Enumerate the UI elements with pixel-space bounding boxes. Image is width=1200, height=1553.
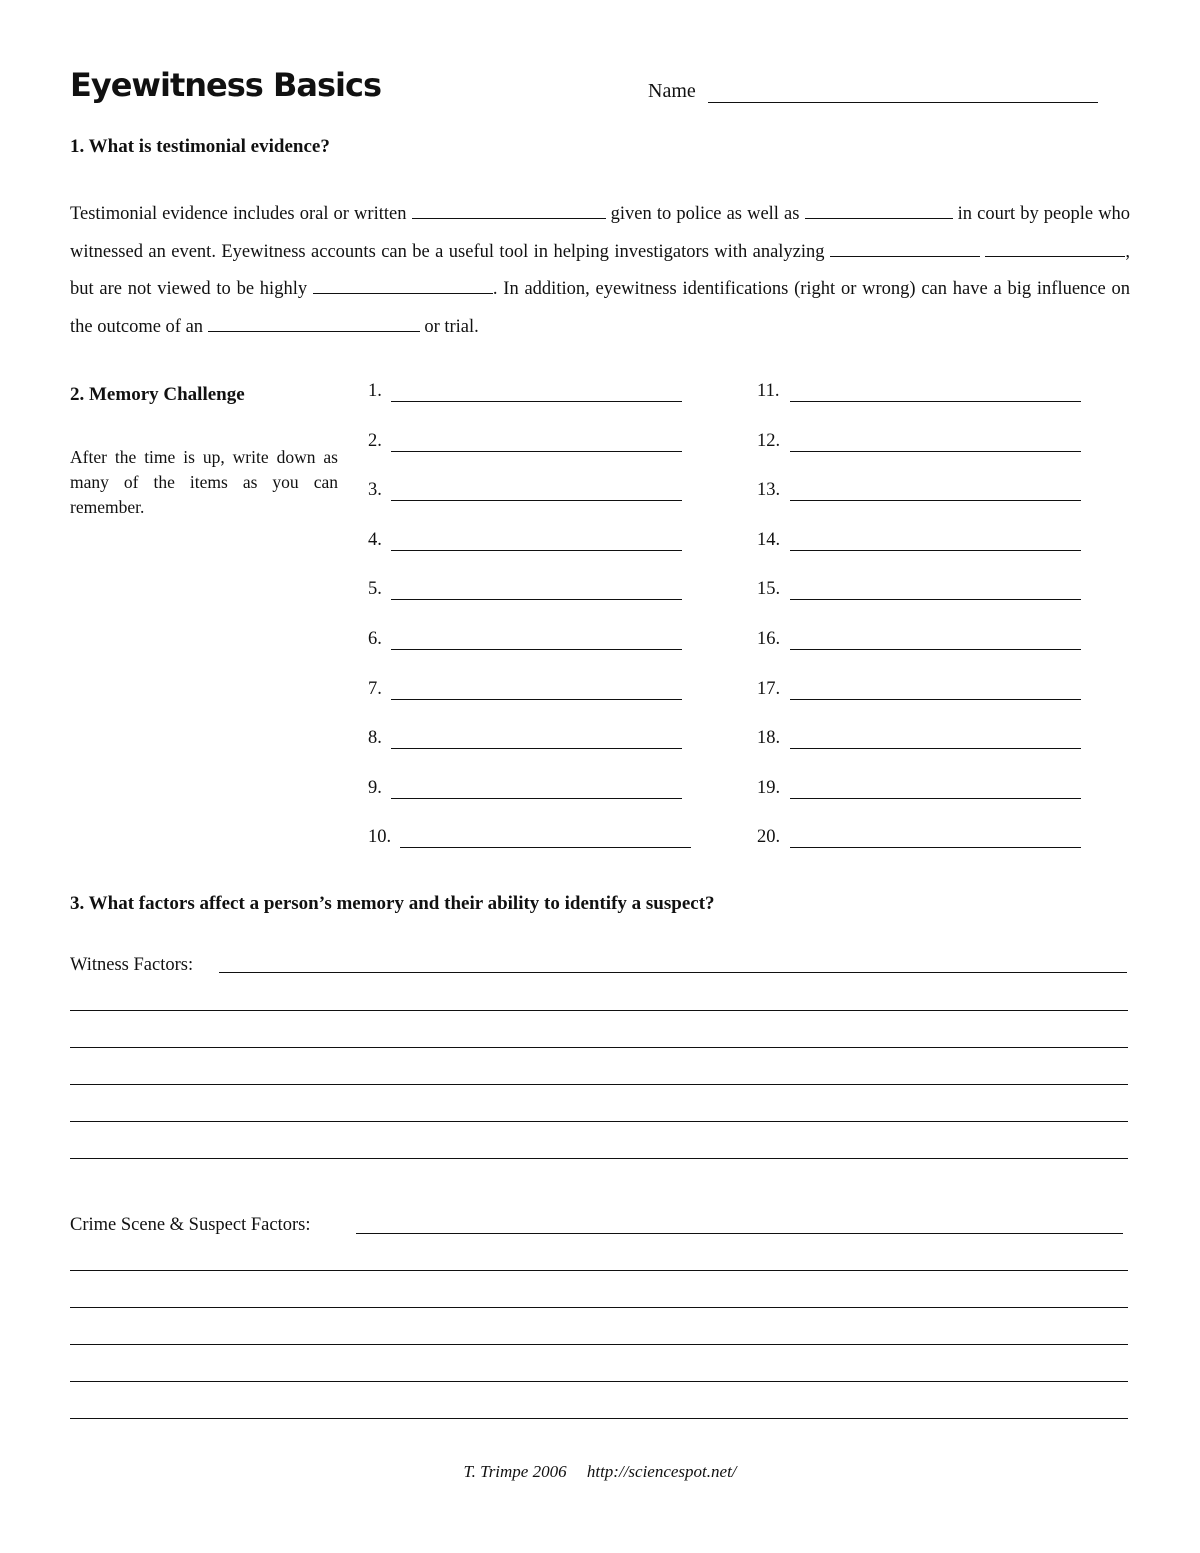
memory-answer-line[interactable] xyxy=(790,599,1081,600)
blank-highly[interactable] xyxy=(313,293,493,294)
page-title: Eyewitness Basics xyxy=(70,66,381,104)
witness-line[interactable] xyxy=(70,1121,1128,1122)
item-number: 11. xyxy=(757,381,780,401)
item-number: 17. xyxy=(757,678,781,699)
memory-answer-line[interactable] xyxy=(790,500,1081,501)
item-number: 2. xyxy=(368,430,382,451)
memory-answer-line[interactable] xyxy=(391,649,682,650)
crime-line[interactable] xyxy=(70,1270,1128,1271)
footer xyxy=(0,1462,1200,1482)
para-text-2: given to police as well as xyxy=(610,204,800,224)
item-number: 20. xyxy=(757,827,781,848)
item-number: 18. xyxy=(757,728,781,749)
memory-instructions: After the time is up, write down as many of the items as you can remember. xyxy=(70,447,338,517)
item-number: 12. xyxy=(757,430,781,451)
item-number: 13. xyxy=(757,480,781,501)
item-number: 5. xyxy=(368,579,382,600)
section2-heading: 2. Memory Challenge xyxy=(70,384,245,405)
para-text-3: in court by people who witnessed an event. Eyewitness accounts can be a useful tool in helping investigators with analyzing xyxy=(70,204,1131,262)
item-number: 1. xyxy=(368,381,382,401)
item-number: 15. xyxy=(757,579,781,600)
witness-factors-line[interactable] xyxy=(219,972,1127,973)
memory-answer-line[interactable] xyxy=(391,550,682,551)
blank-testimony[interactable] xyxy=(805,218,953,219)
crime-line[interactable] xyxy=(70,1344,1128,1345)
memory-answer-line[interactable] xyxy=(400,847,691,848)
item-number: 10. xyxy=(368,827,392,848)
witness-factors-label: Witness Factors: xyxy=(70,955,194,975)
witness-line[interactable] xyxy=(70,1084,1128,1085)
item-number: 6. xyxy=(368,629,382,649)
crime-factors-line[interactable] xyxy=(356,1233,1123,1234)
memory-answer-line[interactable] xyxy=(790,401,1081,402)
blank-analyzing-1[interactable] xyxy=(830,256,980,257)
item-number: 3. xyxy=(368,480,382,501)
crime-line[interactable] xyxy=(70,1418,1128,1419)
footer-author: T. Trimpe 2006 xyxy=(463,1462,567,1481)
item-number: 14. xyxy=(757,529,781,550)
item-number: 4. xyxy=(368,529,382,550)
memory-answer-line[interactable] xyxy=(391,798,682,799)
item-number: 7. xyxy=(368,678,382,699)
memory-answer-line[interactable] xyxy=(391,451,682,452)
crime-factors-label: Crime Scene & Suspect Factors: xyxy=(70,1215,311,1235)
blank-outcome[interactable] xyxy=(208,331,420,332)
crime-line[interactable] xyxy=(70,1307,1128,1308)
para-text-4: , but are not viewed to be highly xyxy=(70,241,1131,299)
section3-heading: 3. What factors affect a person’s memory and their ability to identify a suspect? xyxy=(70,893,715,914)
memory-answer-line[interactable] xyxy=(790,798,1081,799)
witness-line[interactable] xyxy=(70,1158,1128,1159)
item-number: 9. xyxy=(368,777,382,798)
witness-line[interactable] xyxy=(70,1010,1128,1011)
memory-answer-line[interactable] xyxy=(790,550,1081,551)
memory-answer-line[interactable] xyxy=(391,401,682,402)
name-field[interactable] xyxy=(708,102,1098,103)
memory-answer-line[interactable] xyxy=(790,451,1081,452)
section1-paragraph xyxy=(70,196,1130,346)
memory-answer-line[interactable] xyxy=(391,748,682,749)
memory-answer-line[interactable] xyxy=(790,847,1081,848)
item-number: 19. xyxy=(757,777,781,798)
memory-answer-line[interactable] xyxy=(391,599,682,600)
footer-url: http://sciencespot.net/ xyxy=(586,1462,737,1481)
item-number: 8. xyxy=(368,728,382,749)
memory-answer-line[interactable] xyxy=(391,699,682,700)
item-number: 16. xyxy=(757,629,781,649)
section1-heading: 1. What is testimonial evidence? xyxy=(70,136,330,157)
memory-answer-line[interactable] xyxy=(790,649,1081,650)
para-text-5: . In addition, eyewitness identifications (right or wrong) can have a big influence on the outcome of an xyxy=(70,279,1131,337)
para-text-6: or trial. xyxy=(424,316,479,337)
memory-answer-line[interactable] xyxy=(790,699,1081,700)
blank-analyzing-2[interactable] xyxy=(985,256,1125,257)
crime-line[interactable] xyxy=(70,1381,1128,1382)
witness-line[interactable] xyxy=(70,1047,1128,1048)
para-text-1: Testimonial evidence includes oral or written xyxy=(70,204,407,224)
memory-answer-line[interactable] xyxy=(790,748,1081,749)
name-label: Name xyxy=(648,80,696,102)
memory-answer-line[interactable] xyxy=(391,500,682,501)
blank-statements[interactable] xyxy=(412,218,606,219)
